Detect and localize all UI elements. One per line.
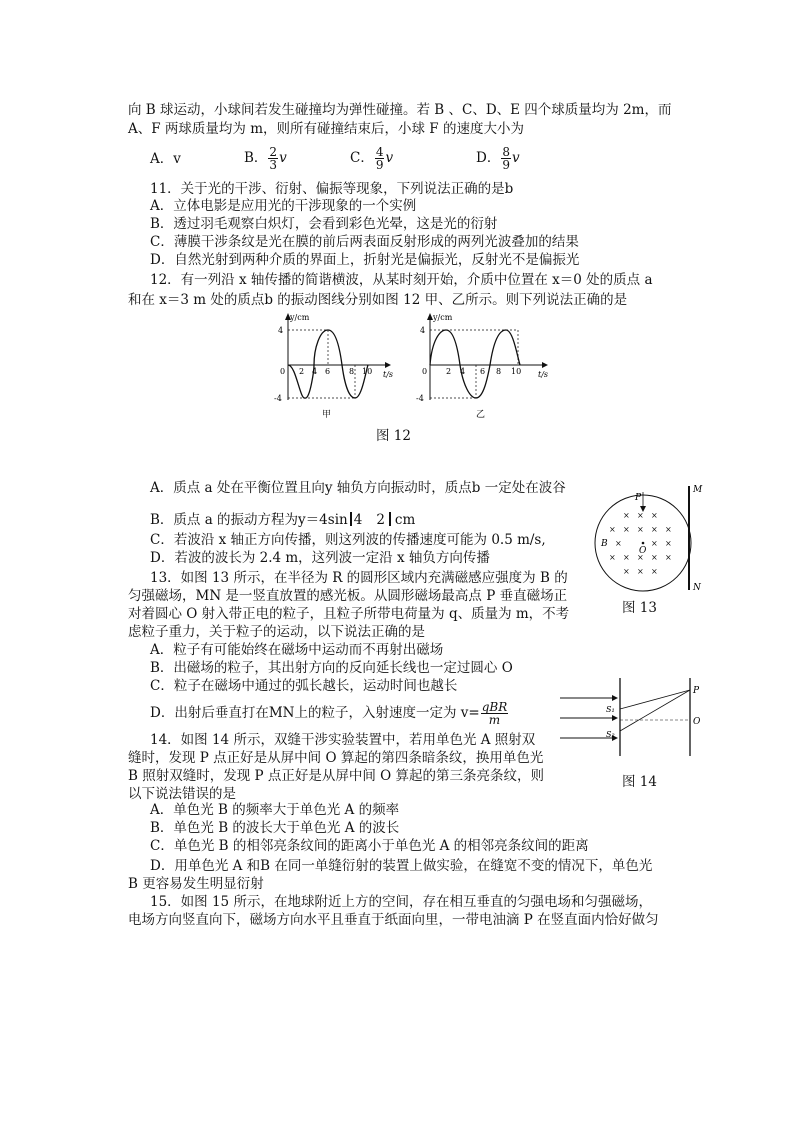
- svg-text:×: ×: [623, 567, 630, 576]
- label-s2: S₂: [606, 730, 615, 739]
- q14-option-a: A．单色光 B 的频率大于单色光 A 的频率: [150, 802, 400, 818]
- graph-right-tick-4: 4: [460, 367, 466, 376]
- figure-12-caption: 图 12: [376, 428, 411, 444]
- q10-line2: A、F 两球质量均为 m，则所有碰撞结束后，小球 F 的速度大小为: [128, 121, 524, 137]
- graph-right-t-label: t/s: [538, 370, 549, 379]
- q10-line1: 向 B 球运动，小球间若发生碰撞均为弹性碰撞。若 B 、C、D、E 四个球质量均为 2m，而: [128, 102, 672, 118]
- svg-text:×: ×: [665, 539, 672, 548]
- q10-option-b: B． $\frac{2}{3}$ v: [244, 145, 287, 172]
- q10-option-a: A．v: [150, 151, 181, 167]
- graph-left-tick-neg: -4: [274, 394, 282, 403]
- svg-text:×: ×: [665, 553, 672, 562]
- q12-option-c: C．若波沿 x 轴正方向传播，则这列波的传播速度可能为 0.5 m/s,: [150, 532, 546, 548]
- q12-option-d: D．若波的波长为 2.4 m，这列波一定沿 x 轴负方向传播: [150, 550, 490, 566]
- q14-stem-line1: 14．如图 14 所示，双缝干涉实验装置中，若用单色光 A 照射双: [150, 732, 536, 748]
- label-o: O: [693, 717, 701, 727]
- graph-right-tick-2: 2: [446, 367, 452, 376]
- svg-text:×: ×: [637, 525, 644, 534]
- svg-text:×: ×: [615, 539, 622, 548]
- svg-text:×: ×: [651, 553, 658, 562]
- q13-option-d: D．出射后垂直打在MN上的粒子，入射速度一定为 v= $\frac{\text{qBR}}{m}$: [150, 700, 508, 727]
- graph-right-y-label: y/cm: [433, 313, 453, 322]
- figure-13-magnetic-field: [585, 480, 705, 595]
- q11-option-b: B．透过羽毛观察白炽灯，会看到彩色光晕，这是光的衍射: [150, 216, 498, 232]
- q13-stem-line1: 13．如图 13 所示，在半径为 R 的圆形区域内充满磁感应强度为 B 的: [150, 570, 568, 586]
- q14-stem-line4: 以下说法错误的是: [128, 786, 236, 802]
- figure-13-caption: 图 13: [622, 600, 657, 616]
- q14-option-d-line1: D．用单色光 A 和B 在同一单缝衍射的装置上做实验，在缝宽不变的情况下，单色光: [150, 858, 653, 874]
- svg-text:×: ×: [651, 567, 658, 576]
- svg-text:×: ×: [623, 525, 630, 534]
- svg-text:×: ×: [651, 539, 658, 548]
- graph-left-tick-2: 2: [299, 367, 305, 376]
- graph-left-tick-pos: 4: [278, 326, 284, 335]
- q14-stem-line2: 缝时，发现 P 点正好是从屏中间 O 算起的第四条暗条纹，换用单色光: [128, 750, 544, 766]
- q15-stem-line1: 15．如图 15 所示，在地球附近上方的空间，存在相互垂直的匀强电场和匀强磁场，: [150, 894, 652, 910]
- field-x-marks: [609, 511, 672, 576]
- graph-left-tick-4: 4: [312, 367, 318, 376]
- q12-option-a: A．质点 a 处在平衡位置且向y 轴负方向振动时，质点b 一定处在波谷: [150, 480, 566, 496]
- q11-option-c: C．薄膜干涉条纹是光在膜的前后两表面反射形成的两列光波叠加的结果: [150, 234, 579, 250]
- graph-right-tick-pos: 4: [420, 326, 426, 335]
- q13-stem-line2: 匀强磁场，MN 是一竖直放置的感光板。从圆形磁场最高点 P 垂直磁场正: [128, 588, 568, 604]
- label-s1: S₁: [606, 705, 615, 714]
- graph-right-tick-8: 8: [496, 367, 502, 376]
- graph-left-t-label: t/s: [383, 370, 394, 379]
- q14-stem-line3: B 照射双缝时，发现 P 点正好是从屏中间 O 算起的第三条亮条纹，则: [128, 768, 545, 784]
- graph-right-wave: [430, 330, 520, 398]
- label-o: O: [639, 546, 647, 556]
- figure-12-graphs: [270, 310, 560, 425]
- label-p: P: [693, 686, 700, 696]
- graph-left-tick-origin: 0: [280, 367, 286, 376]
- svg-text:×: ×: [665, 525, 672, 534]
- graph-right-tick-6: 6: [480, 367, 486, 376]
- svg-text:×: ×: [609, 525, 616, 534]
- q13-option-b: B．出磁场的粒子，其出射方向的反向延长线也一定过圆心 O: [150, 660, 513, 676]
- graph-left-tick-10: 10: [362, 367, 373, 376]
- q14-option-b: B．单色光 B 的波长大于单色光 A 的波长: [150, 820, 400, 836]
- q15-stem-line2: 电场方向竖直向下，磁场方向水平且垂直于纸面向里，一带电油滴 P 在竖直面内恰好做匀: [128, 912, 659, 928]
- q11-option-a: A．立体电影是应用光的干涉现象的一个实例: [150, 198, 417, 214]
- graph-left-wave: [288, 330, 368, 398]
- svg-text:×: ×: [637, 553, 644, 562]
- q12-stem-line2: 和在 x＝3 m 处的质点b 的振动图线分别如图 12 甲、乙所示。则下列说法正确的是: [128, 292, 628, 308]
- graph-left-y-label: y/cm: [290, 313, 310, 322]
- q14-option-c: C．单色光 B 的相邻亮条纹间的距离小于单色光 A 的相邻亮条纹间的距离: [150, 838, 589, 854]
- graph-left: [274, 313, 393, 420]
- q13-option-a: A．粒子有可能始终在磁场中运动而不再射出磁场: [150, 642, 444, 658]
- figure-14-double-slit: [560, 676, 710, 766]
- svg-text:×: ×: [609, 553, 616, 562]
- svg-text:×: ×: [651, 525, 658, 534]
- graph-left-tick-6: 6: [325, 367, 331, 376]
- q14-option-d-line2: B 更容易发生明显衍射: [128, 876, 264, 892]
- q12-stem-line1: 12．有一列沿 x 轴传播的简谐横波，从某时刻开始，介质中位置在 x＝0 处的质点 a: [150, 272, 653, 288]
- svg-text:×: ×: [637, 567, 644, 576]
- label-m: M: [693, 485, 703, 495]
- label-n: N: [693, 583, 701, 593]
- graph-right: [416, 313, 548, 420]
- q10-option-d: D． $\frac{8}{9}$ v: [476, 145, 520, 172]
- svg-text:×: ×: [623, 511, 630, 520]
- q13-stem-line4: 虑粒子重力，关于粒子的运动，以下说法正确的是: [128, 624, 425, 640]
- graph-right-label: 乙: [476, 410, 486, 420]
- q10-option-c: C． $\frac{4}{9}$ v: [350, 145, 394, 172]
- q11-stem: 11．关于光的干涉、衍射、偏振等现象，下列说法正确的是b: [150, 181, 514, 197]
- graph-right-tick-10: 10: [511, 367, 522, 376]
- svg-text:×: ×: [637, 511, 644, 520]
- q11-option-d: D．自然光射到两种介质的界面上，折射光是偏振光，反射光不是偏振光: [150, 252, 580, 268]
- label-p: P: [635, 493, 642, 503]
- label-b: B: [601, 539, 608, 549]
- figure-14-caption: 图 14: [622, 774, 657, 790]
- graph-right-tick-origin: 0: [422, 367, 428, 376]
- q13-stem-line3: 对着圆心 O 射入带正电的粒子，且粒子所带电荷量为 q、质量为 m，不考: [128, 606, 570, 622]
- graph-left-label: 甲: [322, 410, 332, 420]
- svg-text:×: ×: [623, 553, 630, 562]
- q13-option-c: C．粒子在磁场中通过的弧长越长，运动时间也越长: [150, 678, 458, 694]
- svg-text:×: ×: [651, 511, 658, 520]
- graph-left-tick-8: 8: [349, 367, 355, 376]
- graph-right-tick-neg: -4: [416, 394, 424, 403]
- q12-option-b: B．质点 a 的振动方程为y＝4sin 4 2 cm: [150, 512, 416, 528]
